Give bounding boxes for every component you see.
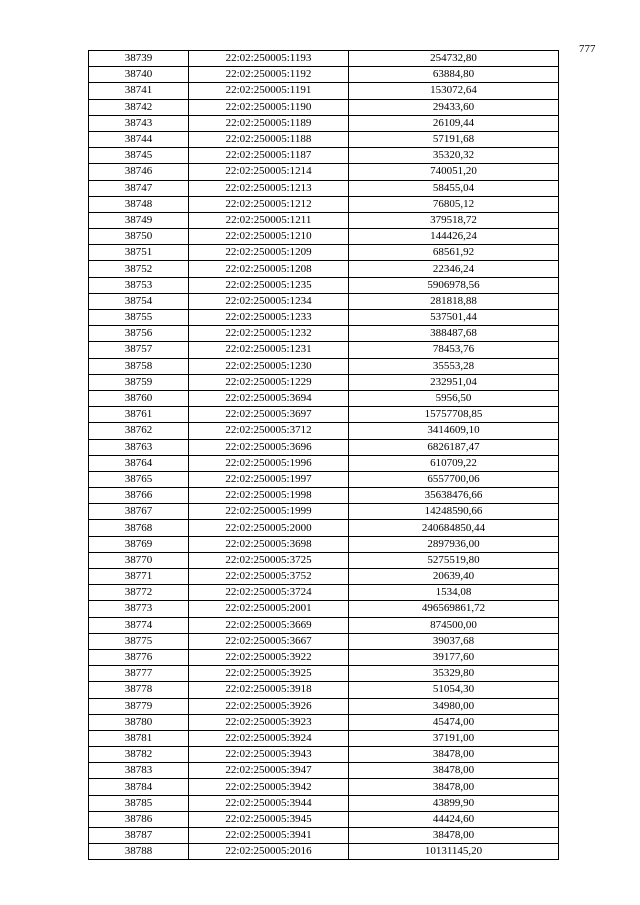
table-row (89, 229, 559, 245)
value-cell: 5906978,56 (349, 277, 559, 293)
cadastral-number-cell: 22:02:250005:1233 (189, 310, 349, 326)
cadastral-number-cell: 22:02:250005:3752 (189, 569, 349, 585)
table-row (89, 358, 559, 374)
table-row (89, 471, 559, 487)
table-row (89, 811, 559, 827)
table-row (89, 714, 559, 730)
value-cell: 281818,88 (349, 293, 559, 309)
cadastral-number-cell: 22:02:250005:1230 (189, 358, 349, 374)
value-cell: 35320,32 (349, 148, 559, 164)
table-row (89, 795, 559, 811)
row-number-cell: 38759 (89, 374, 189, 390)
cadastral-number-cell: 22:02:250005:1229 (189, 374, 349, 390)
cadastral-number-cell: 22:02:250005:1208 (189, 261, 349, 277)
table-row (89, 585, 559, 601)
cadastral-number-cell: 22:02:250005:1210 (189, 229, 349, 245)
value-cell: 3414609,10 (349, 423, 559, 439)
row-number-cell: 38753 (89, 277, 189, 293)
value-cell: 38478,00 (349, 763, 559, 779)
table-row (89, 439, 559, 455)
value-cell: 45474,00 (349, 714, 559, 730)
row-number-cell: 38739 (89, 51, 189, 67)
table-row (89, 374, 559, 390)
cadastral-number-cell: 22:02:250005:3698 (189, 536, 349, 552)
cadastral-number-cell: 22:02:250005:1234 (189, 293, 349, 309)
table-row (89, 67, 559, 83)
value-cell: 6826187,47 (349, 439, 559, 455)
cadastral-number-cell: 22:02:250005:3945 (189, 811, 349, 827)
row-number-cell: 38765 (89, 471, 189, 487)
value-cell: 5275519,80 (349, 552, 559, 568)
value-cell: 14248590,66 (349, 504, 559, 520)
cadastral-number-cell: 22:02:250005:3712 (189, 423, 349, 439)
table-row (89, 455, 559, 471)
table-row (89, 148, 559, 164)
table-row (89, 390, 559, 406)
row-number-cell: 38787 (89, 828, 189, 844)
row-number-cell: 38782 (89, 747, 189, 763)
cadastral-number-cell: 22:02:250005:2000 (189, 520, 349, 536)
row-number-cell: 38744 (89, 131, 189, 147)
table-row (89, 423, 559, 439)
table-row (89, 310, 559, 326)
cadastral-number-cell: 22:02:250005:3696 (189, 439, 349, 455)
row-number-cell: 38784 (89, 779, 189, 795)
value-cell: 39037,68 (349, 633, 559, 649)
data-table (88, 50, 559, 860)
value-cell: 63884,80 (349, 67, 559, 83)
row-number-cell: 38750 (89, 229, 189, 245)
value-cell: 43899,90 (349, 795, 559, 811)
value-cell: 22346,24 (349, 261, 559, 277)
cadastral-number-cell: 22:02:250005:3918 (189, 682, 349, 698)
table-row (89, 730, 559, 746)
value-cell: 232951,04 (349, 374, 559, 390)
row-number-cell: 38760 (89, 390, 189, 406)
table-row (89, 51, 559, 67)
cadastral-number-cell: 22:02:250005:3942 (189, 779, 349, 795)
cadastral-number-cell: 22:02:250005:3944 (189, 795, 349, 811)
value-cell: 38478,00 (349, 747, 559, 763)
value-cell: 76805,12 (349, 196, 559, 212)
row-number-cell: 38777 (89, 666, 189, 682)
table-body (89, 51, 559, 860)
table-row (89, 633, 559, 649)
value-cell: 2897936,00 (349, 536, 559, 552)
cadastral-number-cell: 22:02:250005:3947 (189, 763, 349, 779)
cadastral-number-cell: 22:02:250005:3924 (189, 730, 349, 746)
row-number-cell: 38743 (89, 115, 189, 131)
value-cell: 5956,50 (349, 390, 559, 406)
row-number-cell: 38754 (89, 293, 189, 309)
value-cell: 610709,22 (349, 455, 559, 471)
row-number-cell: 38755 (89, 310, 189, 326)
row-number-cell: 38771 (89, 569, 189, 585)
cadastral-number-cell: 22:02:250005:3926 (189, 698, 349, 714)
row-number-cell: 38761 (89, 407, 189, 423)
page-number: 777 (579, 43, 596, 55)
cadastral-number-cell: 22:02:250005:1231 (189, 342, 349, 358)
table-row (89, 261, 559, 277)
row-number-cell: 38769 (89, 536, 189, 552)
row-number-cell: 38749 (89, 212, 189, 228)
value-cell: 38478,00 (349, 779, 559, 795)
value-cell: 35553,28 (349, 358, 559, 374)
table-row (89, 180, 559, 196)
cadastral-number-cell: 22:02:250005:3922 (189, 649, 349, 665)
row-number-cell: 38741 (89, 83, 189, 99)
value-cell: 57191,68 (349, 131, 559, 147)
table-row (89, 99, 559, 115)
row-number-cell: 38748 (89, 196, 189, 212)
value-cell: 388487,68 (349, 326, 559, 342)
row-number-cell: 38763 (89, 439, 189, 455)
table-row (89, 520, 559, 536)
cadastral-number-cell: 22:02:250005:3925 (189, 666, 349, 682)
table-row (89, 407, 559, 423)
row-number-cell: 38788 (89, 844, 189, 860)
row-number-cell: 38752 (89, 261, 189, 277)
row-number-cell: 38766 (89, 488, 189, 504)
row-number-cell: 38786 (89, 811, 189, 827)
cadastral-number-cell: 22:02:250005:1996 (189, 455, 349, 471)
value-cell: 51054,30 (349, 682, 559, 698)
value-cell: 144426,24 (349, 229, 559, 245)
value-cell: 58455,04 (349, 180, 559, 196)
value-cell: 153072,64 (349, 83, 559, 99)
cadastral-number-cell: 22:02:250005:1190 (189, 99, 349, 115)
table-row (89, 844, 559, 860)
table-row (89, 342, 559, 358)
row-number-cell: 38776 (89, 649, 189, 665)
value-cell: 740051,20 (349, 164, 559, 180)
row-number-cell: 38757 (89, 342, 189, 358)
value-cell: 6557700,06 (349, 471, 559, 487)
cadastral-number-cell: 22:02:250005:3694 (189, 390, 349, 406)
table-row (89, 698, 559, 714)
cadastral-number-cell: 22:02:250005:1232 (189, 326, 349, 342)
value-cell: 874500,00 (349, 617, 559, 633)
cadastral-number-cell: 22:02:250005:2001 (189, 601, 349, 617)
cadastral-number-cell: 22:02:250005:1193 (189, 51, 349, 67)
table-row (89, 131, 559, 147)
row-number-cell: 38764 (89, 455, 189, 471)
table-row (89, 601, 559, 617)
value-cell: 35329,80 (349, 666, 559, 682)
value-cell: 20639,40 (349, 569, 559, 585)
value-cell: 35638476,66 (349, 488, 559, 504)
table-row (89, 277, 559, 293)
row-number-cell: 38751 (89, 245, 189, 261)
cadastral-number-cell: 22:02:250005:3941 (189, 828, 349, 844)
row-number-cell: 38780 (89, 714, 189, 730)
row-number-cell: 38775 (89, 633, 189, 649)
row-number-cell: 38781 (89, 730, 189, 746)
table-row (89, 552, 559, 568)
cadastral-number-cell: 22:02:250005:1189 (189, 115, 349, 131)
row-number-cell: 38773 (89, 601, 189, 617)
cadastral-number-cell: 22:02:250005:1191 (189, 83, 349, 99)
value-cell: 29433,60 (349, 99, 559, 115)
row-number-cell: 38778 (89, 682, 189, 698)
table-row (89, 115, 559, 131)
cadastral-number-cell: 22:02:250005:1187 (189, 148, 349, 164)
cadastral-number-cell: 22:02:250005:3923 (189, 714, 349, 730)
cadastral-number-cell: 22:02:250005:3724 (189, 585, 349, 601)
value-cell: 38478,00 (349, 828, 559, 844)
value-cell: 379518,72 (349, 212, 559, 228)
value-cell: 68561,92 (349, 245, 559, 261)
table-row (89, 666, 559, 682)
table-row (89, 212, 559, 228)
cadastral-number-cell: 22:02:250005:1214 (189, 164, 349, 180)
cadastral-number-cell: 22:02:250005:3697 (189, 407, 349, 423)
table-row (89, 488, 559, 504)
table-row (89, 83, 559, 99)
cadastral-number-cell: 22:02:250005:1211 (189, 212, 349, 228)
row-number-cell: 38742 (89, 99, 189, 115)
value-cell: 39177,60 (349, 649, 559, 665)
value-cell: 44424,60 (349, 811, 559, 827)
table-row (89, 649, 559, 665)
cadastral-number-cell: 22:02:250005:3943 (189, 747, 349, 763)
cadastral-number-cell: 22:02:250005:1209 (189, 245, 349, 261)
value-cell: 15757708,85 (349, 407, 559, 423)
table-row (89, 164, 559, 180)
table-row (89, 779, 559, 795)
table-row (89, 747, 559, 763)
row-number-cell: 38747 (89, 180, 189, 196)
cadastral-number-cell: 22:02:250005:1213 (189, 180, 349, 196)
row-number-cell: 38783 (89, 763, 189, 779)
cadastral-number-cell: 22:02:250005:2016 (189, 844, 349, 860)
table-row (89, 245, 559, 261)
table-row (89, 682, 559, 698)
row-number-cell: 38746 (89, 164, 189, 180)
row-number-cell: 38767 (89, 504, 189, 520)
table-row (89, 763, 559, 779)
value-cell: 240684850,44 (349, 520, 559, 536)
cadastral-number-cell: 22:02:250005:1192 (189, 67, 349, 83)
cadastral-number-cell: 22:02:250005:3667 (189, 633, 349, 649)
table-row (89, 828, 559, 844)
row-number-cell: 38756 (89, 326, 189, 342)
value-cell: 496569861,72 (349, 601, 559, 617)
cadastral-number-cell: 22:02:250005:3725 (189, 552, 349, 568)
table-row (89, 196, 559, 212)
value-cell: 10131145,20 (349, 844, 559, 860)
row-number-cell: 38762 (89, 423, 189, 439)
value-cell: 34980,00 (349, 698, 559, 714)
cadastral-number-cell: 22:02:250005:1999 (189, 504, 349, 520)
table-row (89, 536, 559, 552)
cadastral-number-cell: 22:02:250005:1997 (189, 471, 349, 487)
row-number-cell: 38745 (89, 148, 189, 164)
value-cell: 37191,00 (349, 730, 559, 746)
value-cell: 1534,08 (349, 585, 559, 601)
cadastral-number-cell: 22:02:250005:1212 (189, 196, 349, 212)
row-number-cell: 38774 (89, 617, 189, 633)
table-row (89, 617, 559, 633)
row-number-cell: 38758 (89, 358, 189, 374)
table-row (89, 293, 559, 309)
value-cell: 78453,76 (349, 342, 559, 358)
row-number-cell: 38779 (89, 698, 189, 714)
value-cell: 26109,44 (349, 115, 559, 131)
row-number-cell: 38768 (89, 520, 189, 536)
value-cell: 537501,44 (349, 310, 559, 326)
row-number-cell: 38740 (89, 67, 189, 83)
table-row (89, 504, 559, 520)
row-number-cell: 38772 (89, 585, 189, 601)
row-number-cell: 38770 (89, 552, 189, 568)
cadastral-number-cell: 22:02:250005:1235 (189, 277, 349, 293)
row-number-cell: 38785 (89, 795, 189, 811)
table-row (89, 569, 559, 585)
table-row (89, 326, 559, 342)
cadastral-number-cell: 22:02:250005:3669 (189, 617, 349, 633)
cadastral-number-cell: 22:02:250005:1188 (189, 131, 349, 147)
cadastral-number-cell: 22:02:250005:1998 (189, 488, 349, 504)
value-cell: 254732,80 (349, 51, 559, 67)
